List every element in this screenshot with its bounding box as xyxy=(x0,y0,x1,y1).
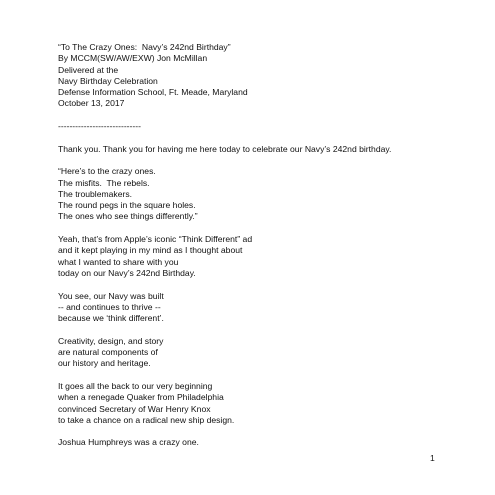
paragraph-line: The ones who see things differently.” xyxy=(58,211,198,222)
speech-header xyxy=(58,42,458,110)
paragraph-line: It goes all the back to our very beginning xyxy=(58,380,213,391)
paragraph-2 xyxy=(58,166,458,222)
paragraph-line: -- and continues to thrive -- xyxy=(58,301,161,312)
paragraph-5 xyxy=(58,336,458,370)
paragraph-line: “Here’s to the crazy ones. xyxy=(58,166,156,177)
paragraph-line: because we ‘think different’. xyxy=(58,313,164,324)
spacer xyxy=(58,279,458,290)
spacer xyxy=(58,110,458,121)
paragraph-line: The misfits. The rebels. xyxy=(58,177,150,188)
paragraph-line: The round pegs in the square holes. xyxy=(58,200,196,211)
spacer xyxy=(58,324,458,335)
spacer xyxy=(58,155,458,166)
paragraph-line: when a renegade Quaker from Philadelphia xyxy=(58,392,224,403)
delivered-line: Delivered at the xyxy=(58,64,119,75)
date-line: October 13, 2017 xyxy=(58,98,125,109)
paragraph-line: Joshua Humphreys was a crazy one. xyxy=(58,437,199,448)
speech-title: “To The Crazy Ones: Navy’s 242nd Birthday” xyxy=(58,42,231,52)
paragraph-line: our history and heritage. xyxy=(58,358,151,369)
paragraph-4 xyxy=(58,291,458,325)
paragraph-7 xyxy=(58,437,458,448)
paragraph-line: Yeah, that’s from Apple’s iconic “Think Different” ad xyxy=(58,234,253,245)
paragraph-line: convinced Secretary of War Henry Knox xyxy=(58,403,211,414)
paragraph-line: to take a chance on a radical new ship design. xyxy=(58,414,235,425)
paragraph-6 xyxy=(58,381,458,426)
page-number: 1 xyxy=(430,453,435,463)
paragraph-line: You see, our Navy was built xyxy=(58,290,164,301)
paragraph-line: Thank you. Thank you for having me here today to celebrate our Navy’s 242nd birthday. xyxy=(58,143,392,154)
spacer xyxy=(58,370,458,381)
paragraph-line: what I wanted to share with you xyxy=(58,256,179,267)
separator-line: ----------------------------- xyxy=(58,121,141,132)
venue-line: Defense Information School, Ft. Meade, Maryland xyxy=(58,87,248,98)
spacer xyxy=(58,223,458,234)
speech-text xyxy=(58,42,458,449)
paragraph-line: today on our Navy’s 242nd Birthday. xyxy=(58,267,196,278)
paragraph-line: and it kept playing in my mind as I thought about xyxy=(58,245,243,256)
paragraph-line: are natural components of xyxy=(58,347,158,358)
paragraph-line: The troublemakers. xyxy=(58,188,133,199)
paragraph-3 xyxy=(58,234,458,279)
spacer xyxy=(58,132,458,143)
author-line: By MCCM(SW/AW/EXW) Jon McMillan xyxy=(58,53,208,64)
paragraph-line: Creativity, design, and story xyxy=(58,335,164,346)
event-line: Navy Birthday Celebration xyxy=(58,75,158,86)
spacer xyxy=(58,426,458,437)
paragraph-1 xyxy=(58,144,458,155)
